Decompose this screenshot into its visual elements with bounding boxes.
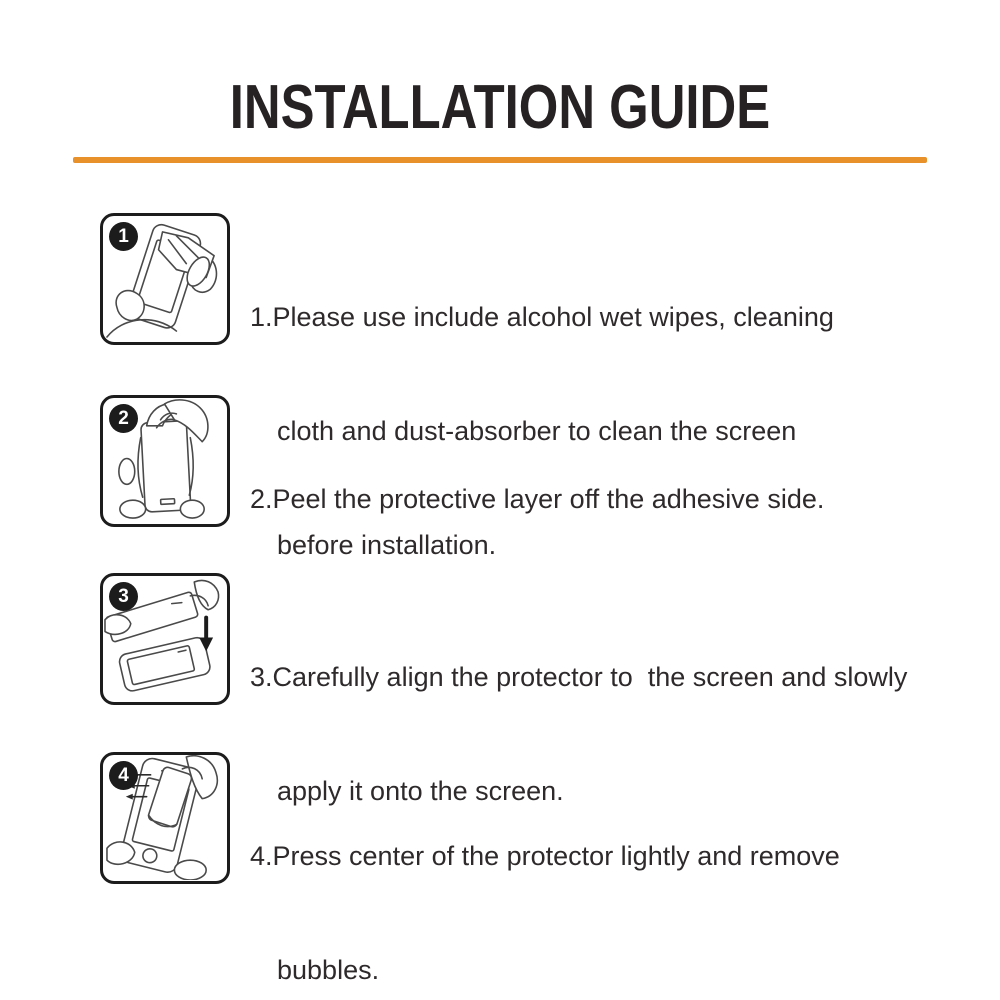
instruction-line: 4.Press center of the protector lightly and remove [250,841,840,871]
page-title: INSTALLATION GUIDE [229,73,771,142]
instruction-line: apply it onto the screen. [277,776,564,806]
instruction-line: 3.Carefully align the protector to the screen and slowly [250,662,908,692]
step-number-badge: 4 [109,761,138,790]
step2-instruction [250,404,824,594]
step-number-badge: 2 [109,404,138,433]
step4-illustration-box [100,752,230,884]
step3-illustration-box [100,573,230,705]
instruction-line: bubbles. [277,955,380,985]
orange-divider-line [73,157,927,163]
step4-instruction [250,761,840,1000]
instruction-line: cloth and dust-absorber to clean the screen [277,416,797,446]
instruction-line: 1.Please use include alcohol wet wipes, cleaning [250,302,834,332]
step-number-badge: 3 [109,582,138,611]
step2-illustration-box [100,395,230,527]
instruction-line: 2.Peel the protective layer off the adhesive side. [250,484,825,514]
instruction-line: before installation. [277,530,497,560]
step1-illustration-box [100,213,230,345]
step-number-badge: 1 [109,222,138,251]
